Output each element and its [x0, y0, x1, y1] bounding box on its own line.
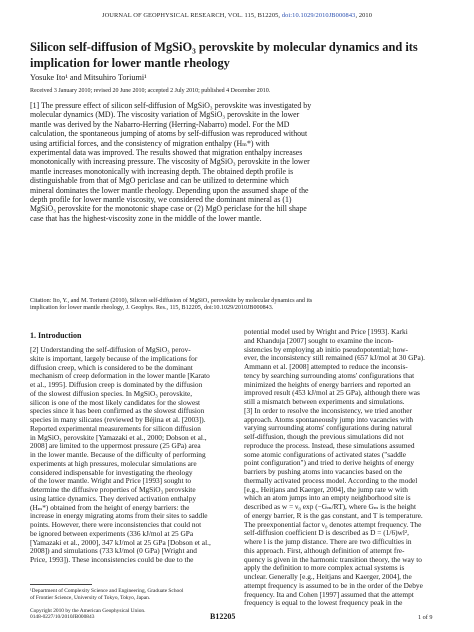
page-number: 1 of 9 [418, 614, 433, 621]
body-text-line: thermally activated process model. According to the model [244, 475, 418, 485]
body-text-line: determine the diffusive properties of MgSiO₃ perovskite [30, 485, 196, 494]
body-text-line: 2008] are limited to the uppermost pressure (25 GPa) area [30, 441, 201, 451]
body-text-line: of the lower mantle. Wright and Price [1993] sought to [30, 476, 192, 486]
body-text-line: Ammann et al. [2008] attempted to reduce the inconsis- [244, 362, 408, 371]
body-text-line: frequency. Ita and Cohen [1997] assumed that the attempt [244, 589, 414, 599]
body-text-line: minimized the heights of energy barriers and reported an [244, 379, 411, 389]
abstract [30, 101, 448, 223]
body-text-line: attempt frequency is assumed to be in the order of the Debye [244, 580, 423, 590]
body-text-line: unclear. Generally [e.g., Heitjans and Kaerger, 2004], the [244, 572, 412, 581]
body-text-line: increase in energy migrating atoms from their sites to saddle [30, 511, 208, 521]
body-text-line: frequency is equal to the lowest frequency peak in the [244, 598, 403, 608]
abstract-line: depth profile for lower mantle viscosity, we considered the dominant mineral as (1) [30, 194, 292, 204]
body-text-line: this approach. First, although definition of attempt fre- [244, 545, 405, 555]
body-text-line: using lattice dynamics. They derived activation enthalpy [30, 493, 197, 503]
body-text-line: [2] Understanding the self-diffusion of MgSiO₃ perov- [30, 345, 191, 354]
body-text-line: The preexponential factor ν₀ denotes attempt frequency. The [244, 519, 422, 529]
body-text-line: tency by searching surrounding atoms' configurations that [244, 370, 415, 380]
body-text-line: (Hₘ*) obtained from the height of energy barriers: the [30, 502, 190, 512]
body-text-line: skite is important, largely because of the implications for [30, 353, 198, 363]
author-list: Yosuke Ito¹ and Mitsuhiro Toriumi¹ [30, 73, 147, 82]
body-text-line: barriers by pushing atoms into vacancies based on the [244, 467, 403, 476]
abstract-line: mantle was derived by the Nabarro-Herring (Herring-Nabarro) model. For the MD [30, 119, 290, 129]
body-text-line: et al., 1995]. Diffusion creep is dominated by the diffusion [30, 380, 203, 389]
body-text-line: in the lower mantle. Because of the difficulty of performing [30, 450, 206, 459]
body-text-line: where l is the jump distance. There are two difficulties in [244, 537, 412, 546]
body-text-line: described as w = ν₀ exp (−Gₘ/RT), where Gₘ is the height [244, 502, 417, 511]
body-text-line: reproduce the process. Instead, these simulations assumed [244, 440, 415, 450]
footnote-divider [30, 584, 92, 585]
body-text-line: points. However, there were inconsistencies that could not [30, 520, 202, 529]
abstract-line: molecular dynamics (MD). The viscosity variation of MgSiO₃ perovskite in the lower [30, 110, 300, 120]
footnote-line [30, 601, 183, 608]
body-text-line: of energy barrier, R is the gas constant, and T is temperature. [244, 510, 423, 520]
body-text-line: 2008]) and simulations (733 kJ/mol (0 GPa) [Wright and [30, 546, 197, 556]
body-text-line: ever, the inconsistency still remained (657 kJ/mol at 30 GPa). [244, 353, 426, 363]
doi-link[interactable]: doi:10.1029/2010JB000843 [281, 12, 356, 19]
body-text-line: potential model used by Wright and Price [1993]. Karki [244, 327, 408, 336]
body-text-line: species in many silicates (reviewed by Béjina et al. [2003]). [30, 415, 206, 424]
abstract-line: monotonically with increasing pressure. The viscosity of MgSiO₃ perovskite in the lower [30, 157, 310, 167]
body-text-line: and Khanduja [2007] sought to examine the incon- [244, 335, 394, 345]
body-text-line: mechanism of creep deformation in the lower mantle [Karato [30, 371, 210, 381]
abstract-line: experimental data was improved. The results showed that migration enthalpy increases [30, 147, 303, 157]
body-text-line: be ignored between experiments (336 kJ/mol at 25 GPa [30, 528, 194, 538]
left-text-column [30, 346, 230, 565]
body-text-line: varying surrounding atoms' configurations during natural [244, 423, 412, 433]
body-text-line: which an atom jumps into an empty neighborhood site is [244, 493, 411, 503]
section-heading-introduction: 1. Introduction [30, 331, 82, 340]
journal-header [0, 12, 474, 19]
article-id: B12205 [210, 612, 236, 621]
body-text-line: quency is given in the harmonic transition theory, the way to [244, 554, 422, 564]
body-text-line: diffusion creep, which is considered to be the dominant [30, 362, 193, 372]
body-text-line: of the slowest diffusion species. In MgSiO₃ perovskite, [30, 388, 193, 398]
footnote-line: Copyright 2010 by the American Geophysical Union. [30, 607, 146, 614]
body-text-line: experiments at high pressures, molecular simulations are [30, 458, 197, 468]
abstract-line: MgSiO₃ perovskite for the monotonic shape case or (2) MgO periclase for the hill shape [30, 204, 307, 214]
body-text-line: improved result (453 kJ/mol at 25 GPa), although there was [244, 388, 420, 398]
journal-name: JOURNAL OF GEOPHYSICAL RESEARCH, VOL. 115, B12205, [101, 12, 281, 19]
journal-year: , 2010 [355, 12, 373, 19]
body-text-line: [Yamazaki et al., 2000], 347 kJ/mol at 25 GPa [Dobson et al., [30, 537, 211, 547]
abstract-line: mantle increases monotonically with increasing depth. The obtained depth profile is [30, 166, 294, 176]
abstract-line: using artificial forces, and the consistency of migration enthalpy (Hₘ*) with [30, 138, 270, 148]
body-text-line: in MgSiO₃ perovskite [Yamazaki et al., 2000; Dobson et al., [30, 432, 207, 442]
citation-line: Citation: Ito, Y., and M. Toriumi (2010), Silicon self-diffusion of MgSiO₃ perovskite by molecular dynamics and its [30, 298, 313, 304]
citation-block [30, 298, 448, 313]
body-text-line: apply the definition to more complex actual systems is [244, 563, 405, 573]
footnote-line: 0148-0227/10/2010JB000843 [30, 614, 95, 621]
body-text-line: approach. Atoms spontaneously jump into vacancies with [244, 414, 414, 424]
body-text-line: species since it has been confirmed as the slowest diffusion [30, 406, 205, 416]
body-text-line: point configuration") and tried to derive heights of energy [244, 458, 415, 468]
abstract-line: calculation, the spontaneous jumping of atoms by self-diffusion was reproduced without [30, 129, 308, 139]
footnote-block [30, 588, 183, 621]
body-text-line: Reported experimental measurements for silicon diffusion [30, 423, 201, 433]
paper-title: Silicon self-diffusion of MgSiO₃ perovskite by molecular dynamics and its implication for lower mantle rheology [30, 40, 418, 70]
body-text-line: self-diffusion coefficient D is described as D = (1/6)wl², [244, 528, 409, 538]
body-text-line: Price, 1993]). These inconsistencies could be due to the [30, 555, 194, 564]
body-text-line: sistencies by employing ab initio pseudopotential; how- [244, 344, 408, 354]
abstract-line: distinguishable from that of MgO periclase and can be utilized to determine which [30, 176, 289, 186]
body-text-line: still a mismatch between experiments and simulations. [244, 397, 405, 406]
body-text-line: self-diffusion, though the previous simulations did not [244, 432, 404, 441]
body-text-line: some atomic configurations of activated states ("saddle [244, 449, 407, 459]
abstract-line: case that has the highest-viscosity zone in the middle of the lower mantle. [30, 213, 262, 223]
abstract-line: [1] The pressure effect of silicon self-diffusion of MgSiO₃ perovskite was investigated by [30, 101, 312, 110]
body-text-line: [3] In order to resolve the inconsistency, we tried another [244, 405, 412, 415]
body-text-line: silicon is one of the most likely candidates for the slowest [30, 397, 201, 407]
footnote-line: of Frontier Science, University of Tokyo, Tokyo, Japan. [30, 594, 151, 601]
abstract-line: mineral dominates the lower mantle rheology. Depending upon the assumed shape of the [30, 185, 309, 195]
citation-line: implication for lower mantle rheology, J. Geophys. Res., 115, B12205, doi:10.1029/2010JB000843. [30, 305, 274, 312]
right-text-column [244, 328, 448, 608]
body-text-line: considered indispensable for investigating the rheology [30, 467, 193, 477]
body-text-line: [e.g., Heitjans and Kaerger, 2004], the jump rate w with [244, 484, 408, 494]
publication-dates: Received 3 January 2010; revised 20 June 2010; accepted 2 July 2010; published 4 December 2010. [30, 88, 271, 94]
footnote-line: ¹Department of Complexity Science and Engineering, Graduate School [30, 588, 184, 594]
